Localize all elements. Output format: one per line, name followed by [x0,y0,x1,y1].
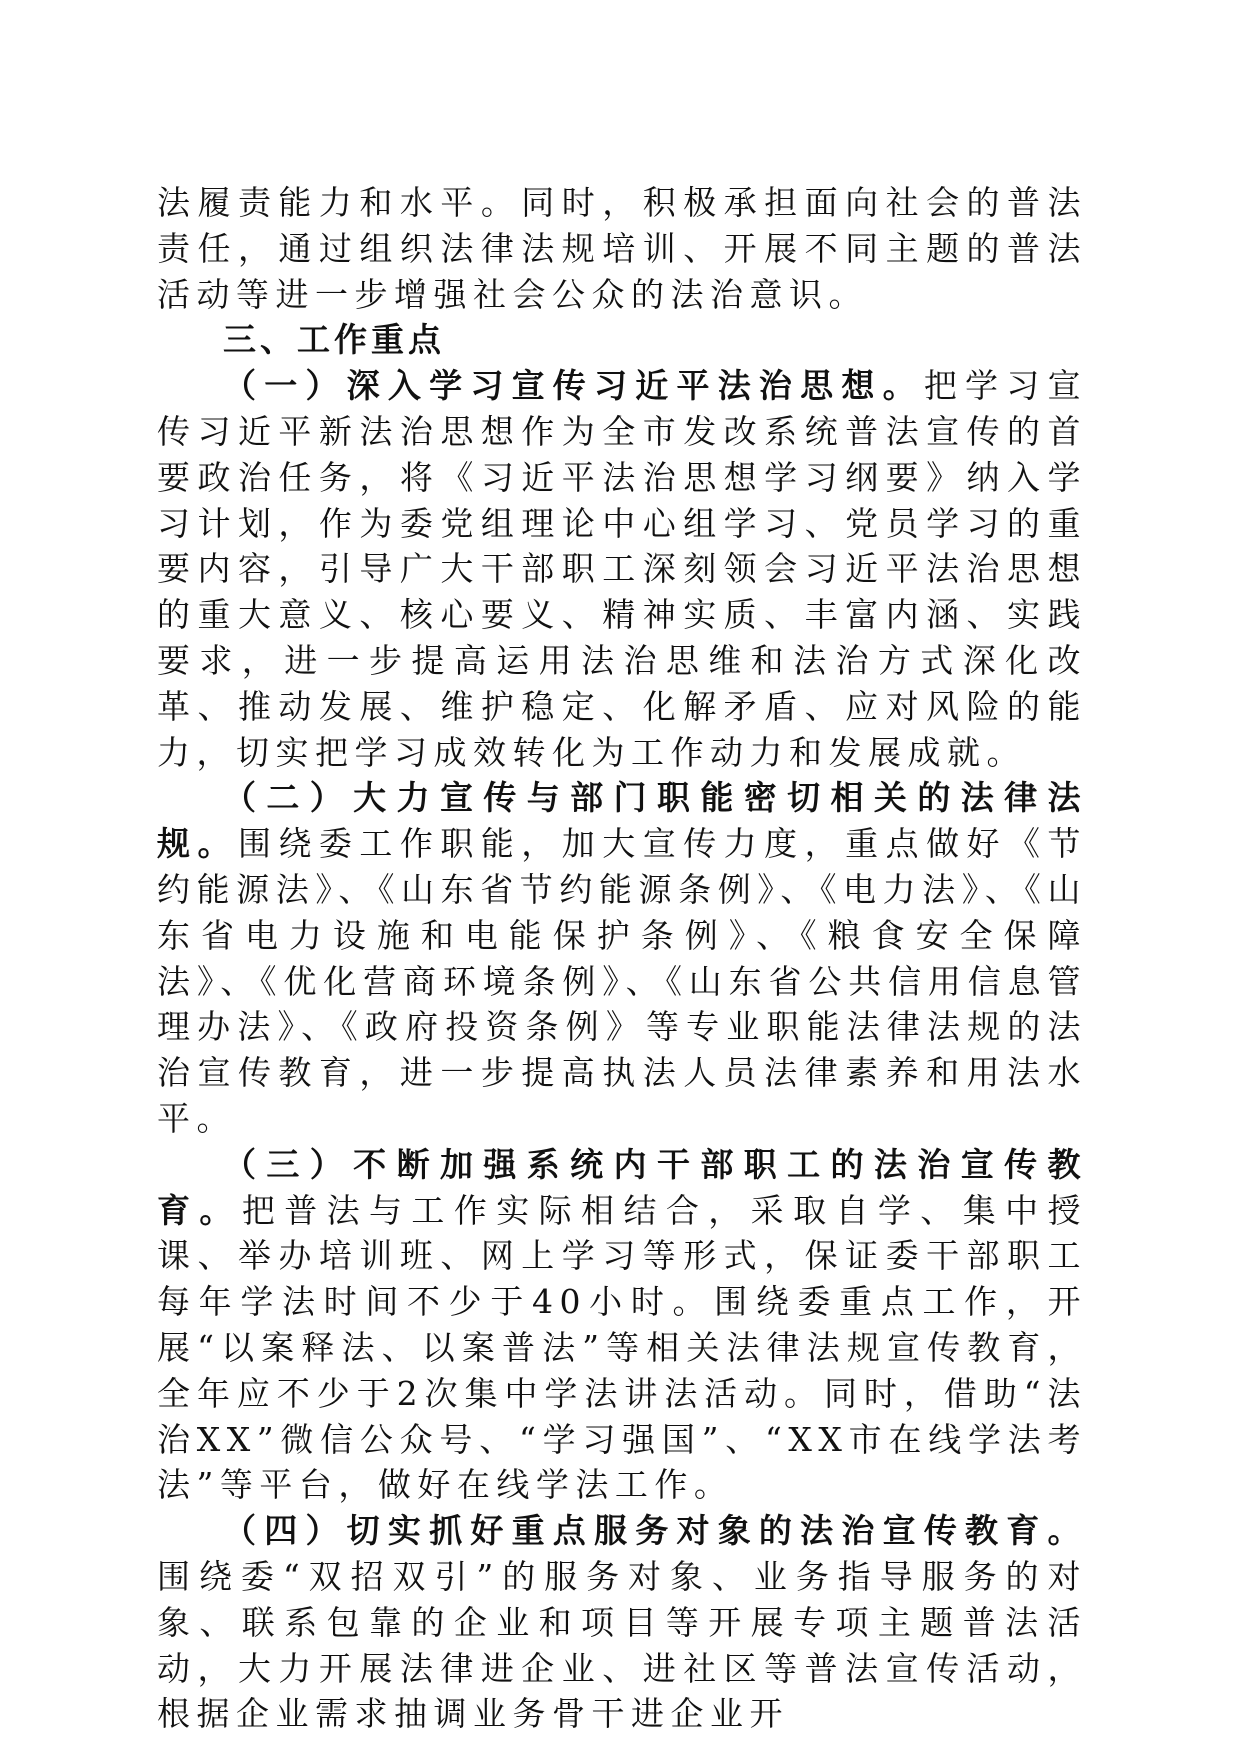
item-lead-1: （一）深入学习宣传习近平法治思想。 [223,366,924,406]
item-body-2: 围绕委工作职能，加大宣传力度，重点做好《节约能源法》、《山东省节约能源条例》、《电力法》、《山东省电力设施和电能保护条例》、《粮食安全保障法》、《优化营商环境条例》、《山东省公共信用信息管理办法》、《政府投资条例》等专业职能法律法规的法治宣传教育，进一步提高执法人员法律素养和用法水平。 [157,824,1088,1138]
item-body-4: 围绕委“双招双引”的服务对象、业务指导服务的对象、联系包靠的企业和项目等开展专项主题普法活动，大力开展法律进企业、进社区等普法宣传活动，根据企业需求抽调业务骨干进企业开 [157,1556,1087,1734]
item-paragraph-3 [157,1142,1087,1508]
item-paragraph-1 [157,363,1087,775]
section-heading: 三、工作重点 [223,320,445,360]
document-body [157,180,1087,1737]
item-paragraph-4 [157,1508,1087,1737]
item-paragraph-2 [157,775,1087,1141]
item-lead-2: （二）大力宣传与部门职能密切相关的法律法规。 [157,778,1087,864]
item-lead-4: （四）切实抓好重点服务对象的法治宣传教育。 [223,1511,1087,1551]
item-lead-3: （三）不断加强系统内干部职工的法治宣传教育。 [157,1144,1087,1230]
item-body-1: 把学习宣传习近平新法治思想作为全市发改系统普法宣传的首要政治任务，将《习近平法治思想学习纲要》纳入学习计划，作为委党组理论中心组学习、党员学习的重要内容，引导广大干部职工深刻领会习近平法治思想的重大意义、核心要义、精神实质、丰富内涵、实践要求，进一步提高运用法治思维和法治方式深化改革、推动发展、维护稳定、化解矛盾、应对风险的能力，切实把学习成效转化为工作动力和发展成就。 [157,366,1088,772]
item-body-3: 把普法与工作实际相结合，采取自学、集中授课、举办培训班、网上学习等形式，保证委干部职工每年学法时间不少于40小时。围绕委重点工作，开展“以案释法、以案普法”等相关法律法规宣传教育，全年应不少于2次集中学法讲法活动。同时，借助“法治XX”微信公众号、“学习强国”、“XX市在线学法考法”等平台，做好在线学法工作。 [157,1190,1088,1505]
intro-paragraph: 法履责能力和水平。同时，积极承担面向社会的普法责任，通过组织法律法规培训、开展不同主题的普法活动等进一步增强社会公众的法治意识。 [157,183,1087,314]
